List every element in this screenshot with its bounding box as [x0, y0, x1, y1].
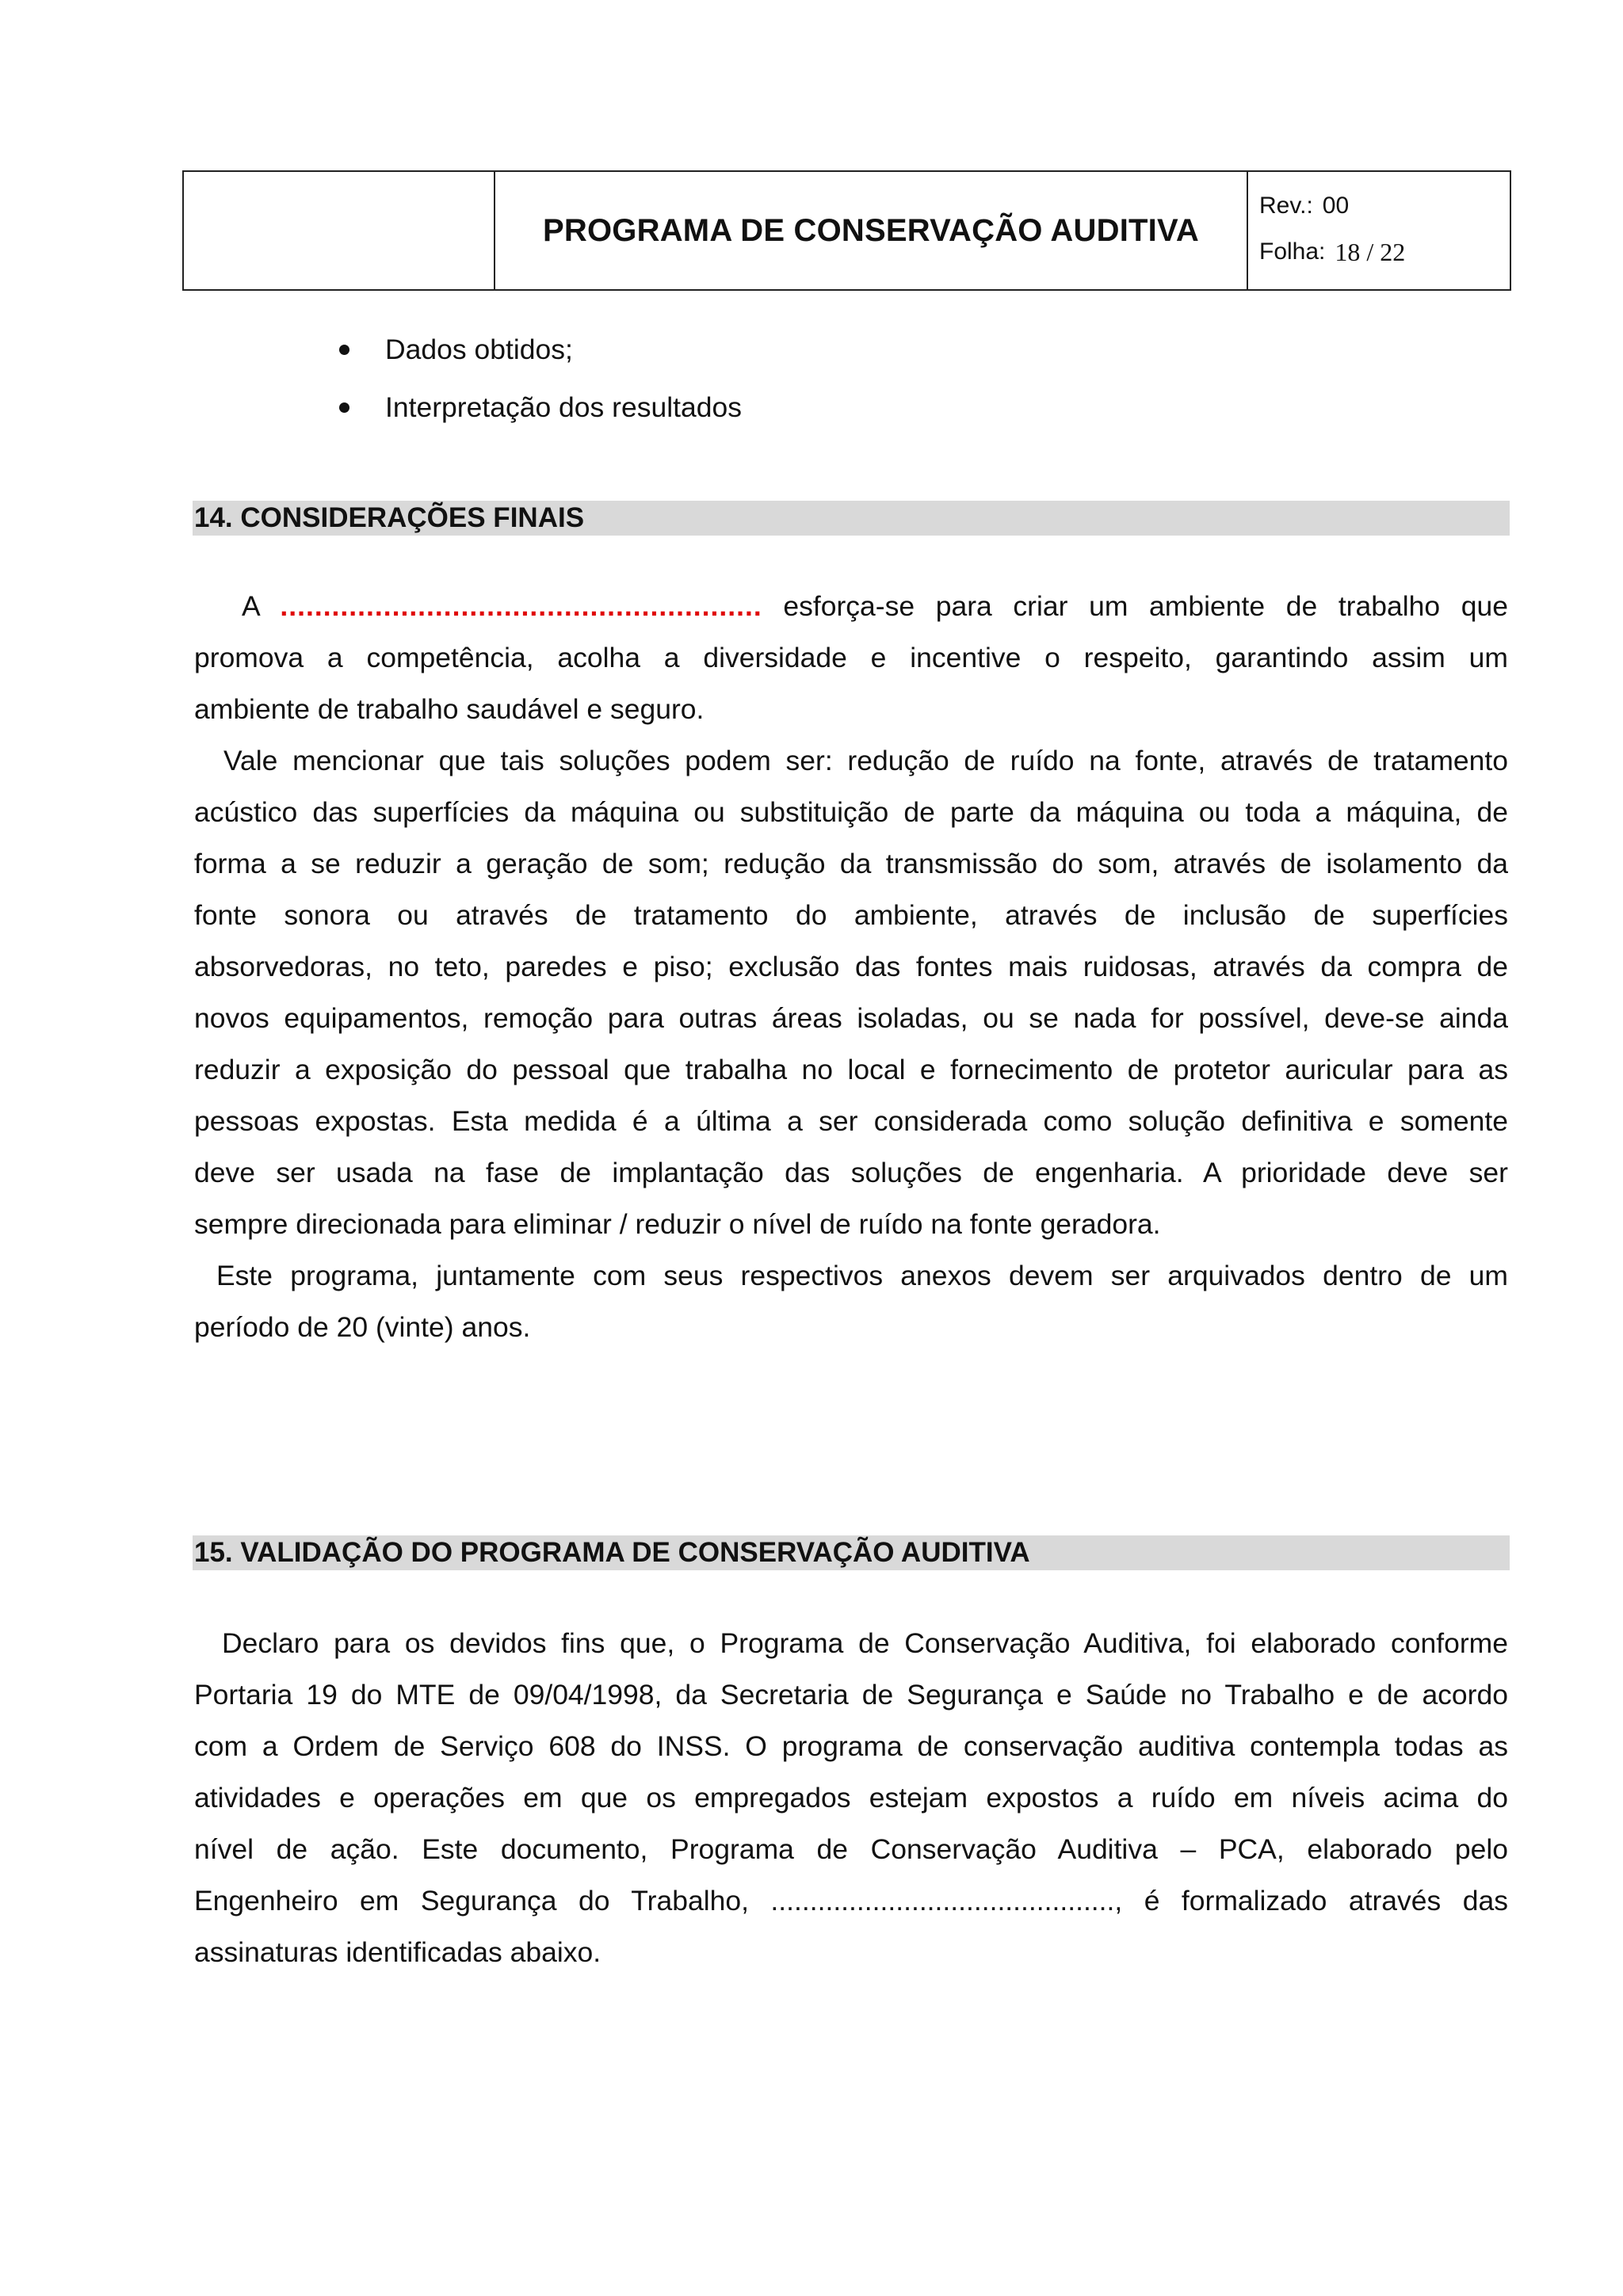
section-14-heading: 14. CONSIDERAÇÕES FINAIS: [193, 501, 1510, 536]
revision-row: [1259, 183, 1510, 229]
folha-label: Folha:: [1259, 238, 1326, 265]
paragraph-line: fonte sonora ou através de tratamento do ambiente, através de inclusão de superfícies: [194, 899, 1508, 931]
section-15-heading: 15. VALIDAÇÃO DO PROGRAMA DE CONSERVAÇÃO AUDITIVA: [193, 1535, 1510, 1570]
bullet-icon: [339, 402, 349, 413]
header-table: [182, 170, 1511, 291]
paragraph-text: esforça-se para criar um ambiente de trabalho que: [783, 590, 1508, 622]
paragraph-line: nível de ação. Este documento, Programa de Conservação Auditiva – PCA, elaborado pelo: [194, 1833, 1508, 1865]
paragraph-line: forma a se reduzir a geração de som; redução da transmissão do som, através de isolamento da: [194, 848, 1508, 879]
paragraph-line: [194, 581, 1508, 632]
rev-label: Rev.:: [1259, 193, 1313, 219]
paragraph-prefix: A: [242, 590, 259, 622]
paragraph-line: atividades e operações em que os empregados estejam expostos a ruído em níveis acima do: [194, 1782, 1508, 1814]
paragraph-line: assinaturas identificadas abaixo.: [194, 1936, 601, 1968]
paragraph-line: absorvedoras, no teto, paredes e piso; exclusão das fontes mais ruidosas, através da compra de: [194, 951, 1508, 982]
paragraph-line: Este programa, juntamente com seus respectivos anexos devem ser arquivados dentro de um: [216, 1260, 1508, 1291]
paragraph-line: ambiente de trabalho saudável e seguro.: [194, 693, 705, 725]
paragraph-line: com a Ordem de Serviço 608 do INSS. O programa de conservação auditiva contempla todas as: [194, 1730, 1508, 1762]
section-14-paragraph-3: [194, 1250, 1508, 1353]
section-15-paragraph-1: [194, 1618, 1508, 1978]
paragraph-line: deve ser usada na fase de implantação das soluções de engenharia. A prioridade deve ser: [194, 1157, 1508, 1188]
bullet-icon: [339, 345, 349, 355]
paragraph-line: promova a competência, acolha a diversidade e incentive o respeito, garantindo assim um: [194, 642, 1508, 673]
paragraph-line: sempre direcionada para eliminar / reduzir o nível de ruído na fonte geradora.: [194, 1208, 1161, 1240]
paragraph-line: acústico das superfícies da máquina ou substituição de parte da máquina ou toda a máquina, de: [194, 796, 1508, 828]
list-item: [194, 379, 742, 437]
paragraph-line: Declaro para os devidos fins que, o Programa de Conservação Auditiva, foi elaborado conforme: [222, 1627, 1508, 1659]
logo-cell: [184, 172, 495, 289]
paragraph-line: período de 20 (vinte) anos.: [194, 1311, 531, 1343]
paragraph-line: pessoas expostas. Esta medida é a última a ser considerada como solução definitiva e somente: [194, 1105, 1508, 1137]
section-14-paragraph-1: [194, 581, 1508, 735]
paragraph-line: Engenheiro em Segurança do Trabalho, ............................................, é formalizado através das: [194, 1885, 1508, 1917]
paragraph-line: reduzir a exposição do pessoal que trabalha no local e fornecimento de protetor auricular para as: [194, 1054, 1508, 1085]
paragraph-line: novos equipamentos, remoção para outras áreas isoladas, ou se nada for possível, deve-se ainda: [194, 1002, 1508, 1034]
list-item: [194, 321, 742, 379]
company-name-placeholder: ........................................................: [280, 590, 762, 622]
rev-value: 00: [1322, 193, 1350, 219]
section-14-paragraph-2: [194, 735, 1508, 1250]
paragraph-line: Portaria 19 do MTE de 09/04/1998, da Secretaria de Segurança e Saúde no Trabalho e de acordo: [194, 1679, 1508, 1711]
bullet-list: [194, 321, 742, 437]
paragraph-line: Vale mencionar que tais soluções podem ser: redução de ruído na fonte, através de tratamento: [223, 745, 1508, 776]
document-title: PROGRAMA DE CONSERVAÇÃO AUDITIVA: [495, 172, 1248, 289]
sheet-row: [1259, 229, 1510, 275]
list-item-text: Dados obtidos;: [385, 334, 573, 365]
folha-value: 18 / 22: [1335, 237, 1406, 266]
list-item-text: Interpretação dos resultados: [385, 391, 742, 423]
revision-info: [1248, 172, 1510, 289]
